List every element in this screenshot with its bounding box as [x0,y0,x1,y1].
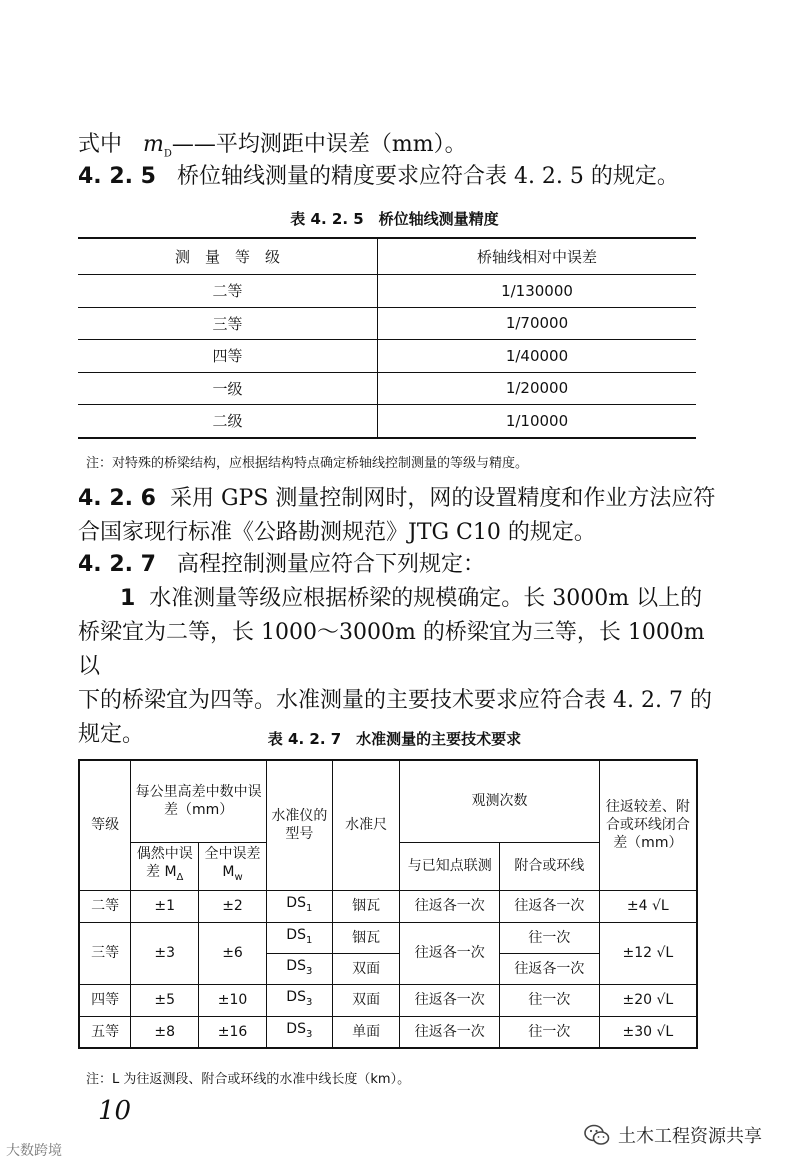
table-row: 四等 ±5 ±10 $DS_3$ 双面 往返各一次 往一次 ±20 √L [79,984,697,1016]
table-header-row [78,238,696,275]
item-1: 1 水准测量等级应根据桥梁的规模确定。长 3000m 以上的 桥梁宜为二等，长 1000～3000m 的桥梁宜为三等，长 1000m 以 下的桥梁宜为四等。水准测量的主要技术要求应符合表 4. 2. 7 的 规定。 [78,586,712,747]
formula-legend: 式中 $m_D——$平均测距中误差（mm）。 [78,132,467,160]
table2-note: 注：L 为往返测段、附合或环线的水准中线长度（km）。 [86,1072,411,1087]
leveling-requirements-table [78,759,698,1049]
watermark-right: 土木工程资源共享 [584,1122,762,1148]
section-4-2-5: 4. 2. 5 桥位轴线测量的精度要求应符合表 4. 2. 5 的规定。 [78,164,679,189]
table-row: 三等 1/70000 [78,307,696,340]
header-total-error: 全中误差 $M_w$ [199,842,267,890]
header-closure: 往返较差、附合或环线闭合差（mm） [599,760,697,890]
header-relative-error: 桥轴线相对中误差 [476,248,597,266]
table-row: 一级 1/20000 [78,372,696,405]
header-observation-group: 观测次数 [400,760,599,842]
table-row: 二等 ±1 ±2 $DS_1$ 铟瓦 往返各一次 往返各一次 ±4 √L [79,890,697,922]
table1-caption: 表 4. 2. 5 桥位轴线测量精度 [290,210,499,228]
header-grade: 等级 [79,760,131,890]
table2-caption: 表 4. 2. 7 水准测量的主要技术要求 [267,730,522,748]
header-error-group: 每公里高差中数中误差（mm） [131,760,267,842]
bridge-axis-accuracy-table [78,237,696,439]
table-row: 二等 1/130000 [78,275,696,308]
section-4-2-7: 4. 2. 7 高程控制测量应符合下列规定： [78,552,485,577]
watermark-left: 大数跨境 [6,1143,62,1159]
table-row: 四等 1/40000 [78,340,696,373]
header-random-error: 偶然中误差 $M_\Delta$ [131,842,199,890]
header-grade: 测 量 等 级 [78,238,378,275]
header-obs-known: 与已知点联测 [400,842,500,890]
header-obs-loop: 附合或环线 [500,842,600,890]
table-row: $DS_3$ 双面 往返各一次 [79,953,697,984]
page-number: 10 [98,1096,132,1126]
table-row: 五等 ±8 ±16 $DS_3$ 单面 往返各一次 往一次 ±30 √L [79,1016,697,1048]
header-staff: 水准尺 [332,760,400,890]
table-row: 二级 1/10000 [78,405,696,438]
table1-note: 注：对特殊的桥梁结构，应根据结构特点确定桥轴线控制测量的等级与精度。 [86,456,529,471]
header-instrument: 水准仪的型号 [266,760,332,890]
table-row: 三等 ±3 ±6 $DS_1$ 铟瓦 往返各一次 往一次 ±12 √L [79,922,697,953]
wechat-icon [584,1124,610,1146]
section-4-2-6: 4. 2. 6 采用 GPS 测量控制网时，网的设置精度和作业方法应符 合国家现行标准《公路勘测规范》JTG C10 的规定。 [78,486,716,545]
